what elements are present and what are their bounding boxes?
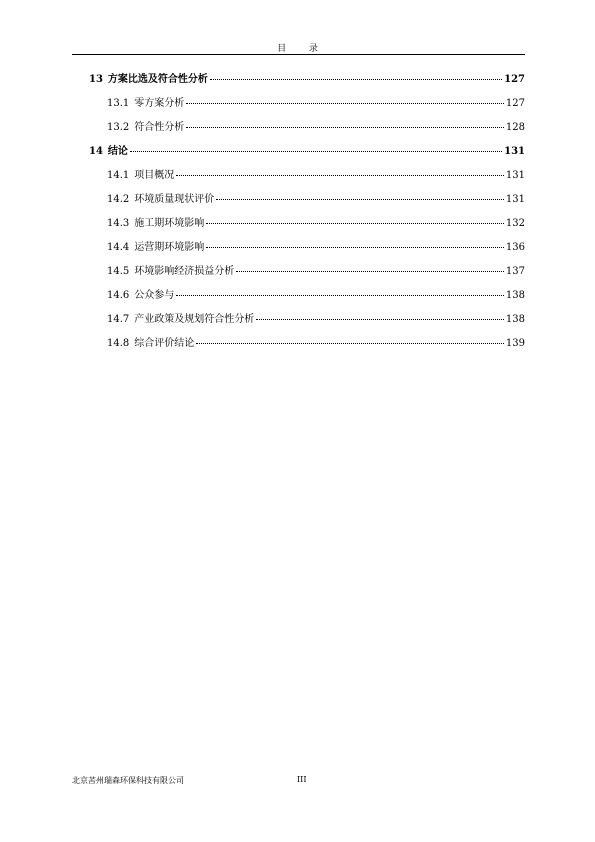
toc-entry-title: 方案比选及符合性分析	[107, 74, 208, 85]
header-divider	[72, 54, 525, 55]
toc-entry-title: 环境质量现状评价	[134, 194, 215, 205]
footer-page-number: III	[297, 775, 307, 784]
toc-entry-title: 环境影响经济损益分析	[134, 266, 235, 277]
toc-entry-title: 项目概况	[134, 170, 175, 181]
toc-leader-dots	[210, 79, 502, 80]
toc-leader-dots	[236, 271, 504, 272]
toc-entry-number: 13.2	[107, 122, 130, 133]
toc-leader-dots	[176, 175, 504, 176]
toc-entry-title: 运营期环境影响	[134, 242, 205, 253]
footer-company-name: 北京䒷州瑞森环保科技有限公司	[72, 776, 184, 785]
toc-entry-page: 138	[505, 314, 525, 325]
toc-entry[interactable]	[107, 310, 525, 324]
toc-entry[interactable]	[107, 286, 525, 300]
toc-entry-title: 符合性分析	[134, 122, 185, 133]
toc-leader-dots	[196, 343, 504, 344]
toc-entry-number: 14.8	[107, 338, 130, 349]
toc-entry-number: 14.7	[107, 314, 130, 325]
toc-entry-page: 131	[504, 146, 525, 157]
page-header-title: 目 录	[277, 44, 328, 54]
toc-leader-dots	[206, 247, 504, 248]
toc-entry-title: 公众参与	[134, 290, 175, 301]
toc-entry-title: 结论	[107, 146, 128, 157]
toc-entry-number: 14.5	[107, 266, 130, 277]
toc-leader-dots	[216, 199, 504, 200]
toc-leader-dots	[256, 319, 504, 320]
toc-entry-page: 138	[505, 290, 525, 301]
toc-leader-dots	[186, 103, 504, 104]
toc-entry-title: 零方案分析	[134, 98, 185, 109]
toc-entry[interactable]	[107, 238, 525, 252]
toc-leader-dots	[186, 127, 504, 128]
toc-entry-page: 139	[505, 338, 525, 349]
toc-leader-dots	[176, 295, 504, 296]
toc-entry[interactable]	[89, 70, 525, 84]
toc-leader-dots	[206, 223, 504, 224]
toc-entry-number: 14.6	[107, 290, 130, 301]
toc-entry-number: 14	[89, 146, 103, 157]
toc-entry[interactable]	[107, 214, 525, 228]
toc-entry-page: 131	[505, 194, 525, 205]
toc-entry-page: 127	[504, 74, 525, 85]
toc-entry[interactable]	[107, 190, 525, 204]
toc-entry-page: 132	[505, 218, 525, 229]
toc-entry[interactable]	[89, 142, 525, 156]
toc-entry[interactable]	[107, 262, 525, 276]
toc-entry-title: 综合评价结论	[134, 338, 195, 349]
toc-leader-dots	[130, 151, 502, 152]
toc-entry[interactable]	[107, 118, 525, 132]
toc-entry-number: 14.4	[107, 242, 130, 253]
toc-entry-page: 128	[505, 122, 525, 133]
toc-entry-number: 13.1	[107, 98, 130, 109]
toc-entry-title: 产业政策及规划符合性分析	[134, 314, 255, 325]
toc-entry-number: 13	[89, 74, 103, 85]
toc-entry-number: 14.3	[107, 218, 130, 229]
toc-entry-number: 14.2	[107, 194, 130, 205]
toc-entry[interactable]	[107, 166, 525, 180]
toc-entry-page: 127	[505, 98, 525, 109]
toc-entry-page: 136	[505, 242, 525, 253]
toc-entry-page: 131	[505, 170, 525, 181]
toc-entry-title: 施工期环境影响	[134, 218, 205, 229]
toc-entry-number: 14.1	[107, 170, 130, 181]
toc-entry[interactable]	[107, 334, 525, 348]
toc-entry[interactable]	[107, 94, 525, 108]
toc-entry-page: 137	[505, 266, 525, 277]
